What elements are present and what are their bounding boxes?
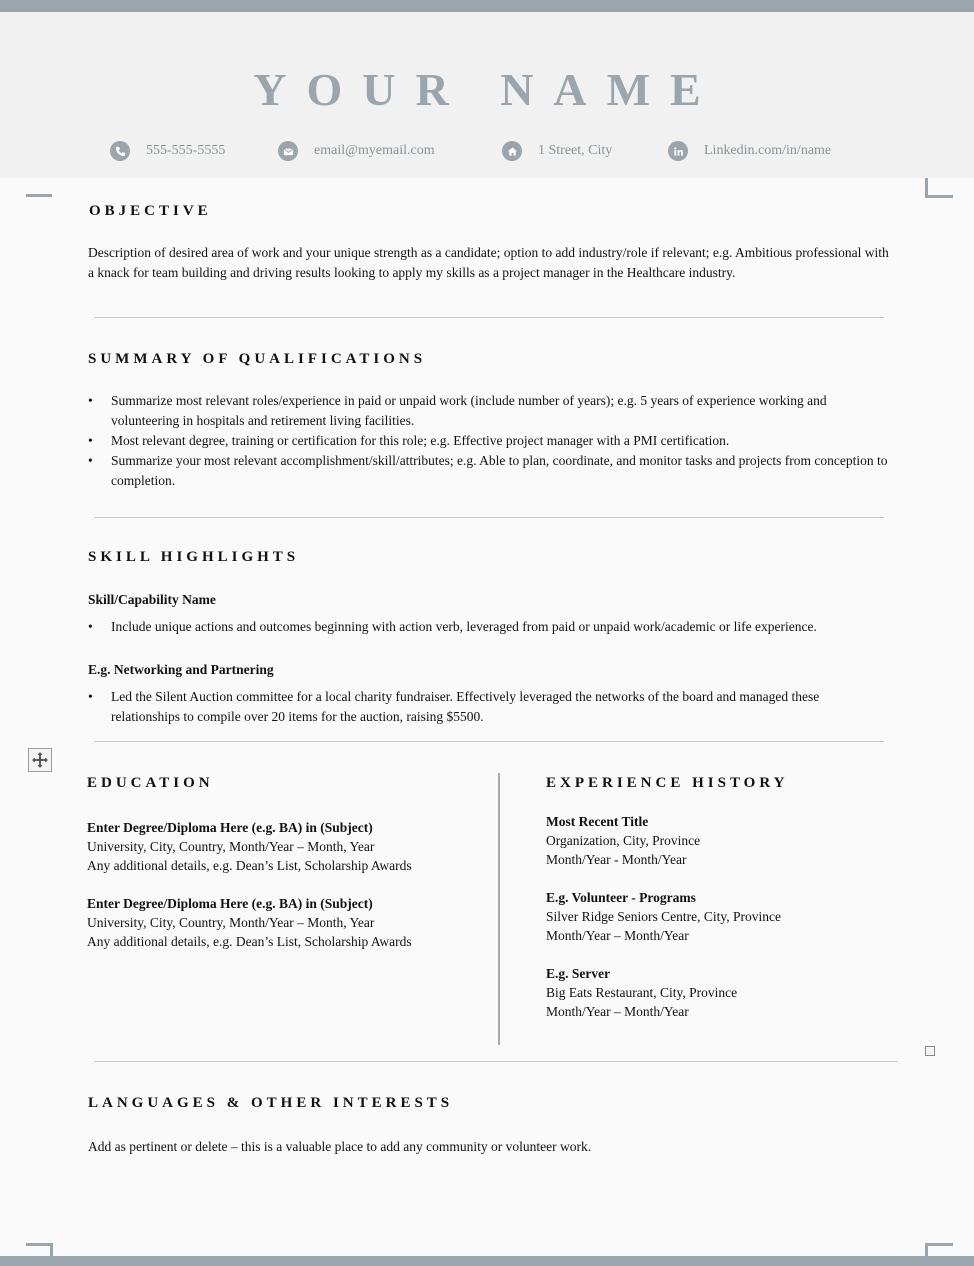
education-line: Any additional details, e.g. Dean’s List, Scholarship Awards — [87, 934, 412, 949]
job-title: E.g. Volunteer - Programs — [546, 890, 696, 905]
column-divider — [498, 773, 500, 1045]
summary-item[interactable]: • Summarize most relevant roles/experience in paid or unpaid work (include number of years); e.g. 5 years of experience working and volunteering in hospitals and retirement living facilities. — [88, 391, 888, 431]
experience-entry[interactable] — [546, 888, 926, 945]
experience-entry[interactable] — [546, 812, 926, 869]
job-title: E.g. Server — [546, 966, 611, 981]
education-entry[interactable] — [87, 894, 487, 951]
top-accent-bar — [0, 0, 974, 12]
education-line: University, City, Country, Month/Year – Month, Year — [87, 839, 375, 854]
summary-item[interactable]: • Summarize your most relevant accomplishment/skill/attributes; e.g. Able to plan, coordinate, and monitor tasks and projects from conception to completion. — [88, 451, 888, 491]
experience-line: Silver Ridge Seniors Centre, City, Province — [546, 909, 781, 924]
experience-line: Organization, City, Province — [546, 833, 701, 848]
bottom-accent-bar — [0, 1256, 974, 1266]
experience-line: Month/Year - Month/Year — [546, 852, 687, 867]
degree-title: Enter Degree/Diploma Here (e.g. BA) in (Subject) — [87, 820, 373, 835]
contact-phone[interactable] — [110, 139, 225, 163]
objective-text[interactable]: Description of desired area of work and your unique strength as a candidate; option to add industry/role if relevant; e.g. Ambitious professional with a knack for team building and driving results looking to apply my skills as a project manager in the Healthcare industry. — [88, 245, 889, 280]
section-divider — [94, 317, 884, 318]
experience-entry[interactable] — [546, 964, 926, 1021]
experience-line: Month/Year – Month/Year — [546, 1004, 689, 1019]
table-move-handle[interactable] — [28, 748, 52, 772]
education-heading: EDUCATION — [87, 775, 214, 791]
languages-heading: LANGUAGES & OTHER INTERESTS — [88, 1095, 454, 1111]
summary-list — [88, 391, 888, 491]
languages-text[interactable]: Add as pertinent or delete – this is a valuable place to add any community or volunteer work. — [88, 1139, 592, 1154]
linkedin-text: Linkedin.com/in/name — [704, 143, 832, 158]
experience-line: Big Eats Restaurant, City, Province — [546, 985, 738, 1000]
degree-title: Enter Degree/Diploma Here (e.g. BA) in (Subject) — [87, 896, 373, 911]
education-entry[interactable] — [87, 818, 487, 875]
email-icon — [278, 141, 298, 161]
corner-mark-top-left — [26, 194, 52, 197]
home-icon — [502, 141, 522, 161]
experience-line: Month/Year – Month/Year — [546, 928, 689, 943]
skill-name[interactable]: E.g. Networking and Partnering — [88, 662, 274, 677]
education-line: Any additional details, e.g. Dean’s List, Scholarship Awards — [87, 858, 412, 873]
skill-bullet[interactable]: • Include unique actions and outcomes beginning with action verb, leveraged from paid or unpaid work/academic or life experience. — [88, 617, 888, 637]
job-title: Most Recent Title — [546, 814, 649, 829]
linkedin-icon — [668, 141, 688, 161]
skills-heading: SKILL HIGHLIGHTS — [88, 549, 300, 565]
contact-linkedin[interactable] — [668, 139, 831, 163]
section-divider — [94, 741, 884, 742]
email-text: email@myemail.com — [314, 143, 435, 158]
skill-name[interactable]: Skill/Capability Name — [88, 592, 216, 607]
skill-bullet[interactable]: • Led the Silent Auction committee for a local charity fundraiser. Effectively leveraged the networks of the board and managed these relationships to compile over 20 items for the auction, raising $5500. — [88, 687, 888, 727]
candidate-name[interactable]: YOUR NAME — [253, 64, 721, 115]
experience-heading: EXPERIENCE HISTORY — [546, 775, 789, 791]
skill-list — [88, 617, 888, 637]
summary-heading: SUMMARY OF QUALIFICATIONS — [88, 351, 427, 367]
phone-icon — [110, 141, 130, 161]
contact-email[interactable] — [278, 139, 435, 163]
contact-address[interactable] — [502, 139, 612, 163]
objective-heading: OBJECTIVE — [89, 203, 212, 219]
move-arrows-icon — [31, 751, 49, 769]
phone-text: 555-555-5555 — [146, 143, 226, 158]
resume-header — [0, 12, 974, 178]
address-text: 1 Street, City — [538, 143, 613, 158]
summary-item[interactable]: • Most relevant degree, training or certification for this role; e.g. Effective project manager with a PMI certification. — [88, 431, 888, 451]
education-line: University, City, Country, Month/Year – Month, Year — [87, 915, 375, 930]
table-resize-handle[interactable] — [925, 1046, 935, 1056]
corner-mark-top-right — [925, 178, 953, 198]
section-divider — [94, 517, 884, 518]
section-divider — [94, 1061, 898, 1062]
skill-list — [88, 687, 888, 727]
